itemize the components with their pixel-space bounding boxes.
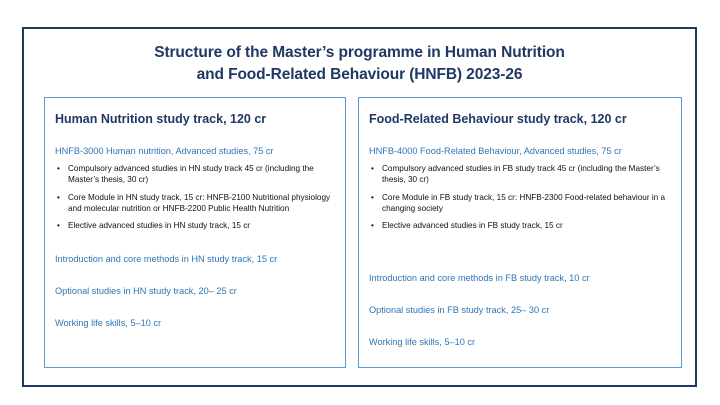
list-item-label: Compulsory advanced studies in HN study track 45 cr (including the Master’s thesis, 30 cr) (68, 164, 314, 184)
list-item-label: Core Module in FB study track, 15 cr: HNFB-2300 Food-related behaviour in a changing society (382, 192, 666, 213)
bullet-icon: • (57, 221, 60, 231)
section-introduction-core-methods: Introduction and core methods in HN study track, 15 cr (55, 254, 278, 265)
other-sections (55, 254, 335, 329)
advanced-studies-heading: HNFB-3000 Human nutrition, Advanced studies, 75 cr (55, 146, 274, 156)
advanced-studies-bullet-list (369, 164, 671, 232)
panel-content (359, 98, 681, 348)
list-item (55, 193, 335, 215)
advanced-studies-bullet-list (55, 164, 335, 232)
list-item (369, 221, 671, 232)
list-item-label: Elective advanced studies in FB study track, 15 cr (382, 221, 563, 231)
bullet-icon: • (57, 164, 60, 174)
other-sections (369, 273, 671, 348)
bullet-icon: • (371, 192, 374, 202)
bullet-icon: • (371, 221, 374, 231)
section-introduction-core-methods: Introduction and core methods in FB study track, 10 cr (369, 273, 590, 284)
bullet-icon: • (57, 192, 60, 202)
list-item (369, 164, 671, 186)
page-title-line-1: Structure of the Master’s programme in Human Nutrition (154, 44, 565, 61)
panel-title: Human Nutrition study track, 120 cr (55, 112, 267, 126)
page-title-line-2: and Food-Related Behaviour (HNFB) 2023-26 (196, 66, 523, 83)
panel-title: Food-Related Behaviour study track, 120 cr (369, 112, 627, 126)
panel-human-nutrition (44, 97, 346, 368)
list-item-label: Core Module in HN study track, 15 cr: HNFB-2100 Nutritional physiology and molecular nutrition or HNFB-2200 Public Health Nutrition (68, 192, 331, 213)
page-title (22, 42, 697, 86)
section-optional-studies: Optional studies in HN study track, 20– 25 cr (55, 286, 237, 297)
list-item (55, 164, 335, 186)
section-working-life-skills: Working life skills, 5–10 cr (369, 337, 476, 348)
panel-food-related-behaviour (358, 97, 682, 368)
list-item-label: Elective advanced studies in HN study track, 15 cr (68, 221, 251, 231)
list-item (55, 221, 335, 232)
panel-content (45, 98, 345, 329)
bullet-icon: • (371, 164, 374, 174)
section-working-life-skills: Working life skills, 5–10 cr (55, 318, 162, 329)
list-item (369, 193, 671, 215)
list-item-label: Compulsory advanced studies in FB study track 45 cr (including the Master’s thesis, 30 cr) (382, 164, 660, 184)
section-optional-studies: Optional studies in FB study track, 25– 30 cr (369, 305, 550, 316)
advanced-studies-heading: HNFB-4000 Food-Related Behaviour, Advanced studies, 75 cr (369, 146, 622, 156)
